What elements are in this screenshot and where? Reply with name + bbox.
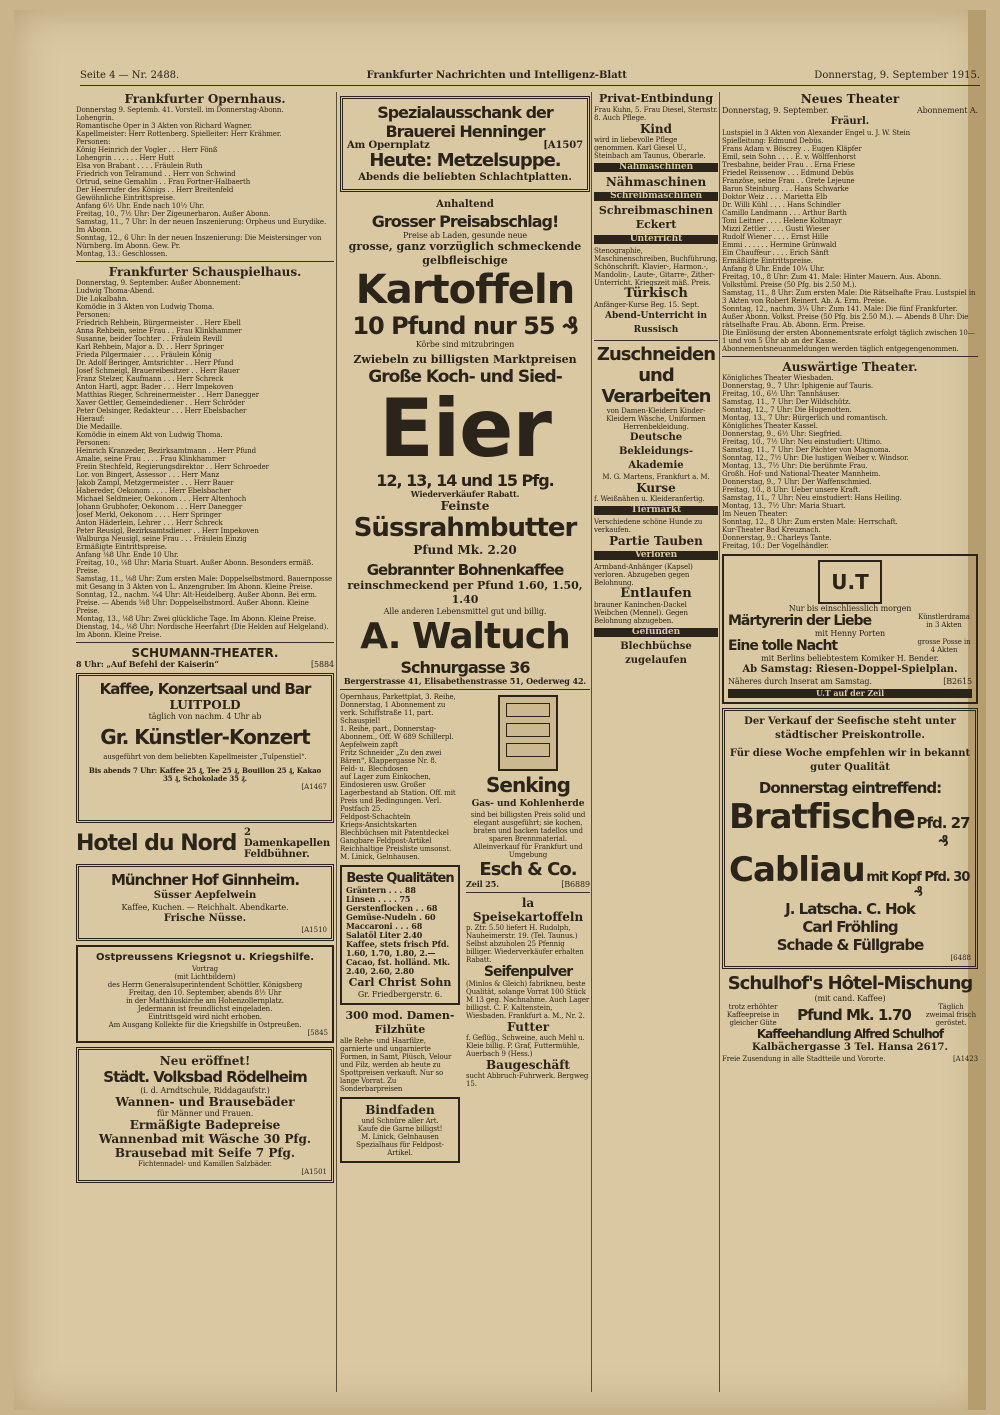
stove-address (466, 880, 590, 889)
hotel-footer (722, 1055, 978, 1063)
zusch-heading: Zuschneiden und Verarbeiten (596, 344, 716, 407)
henn-today: Heute: Metzelsuppe. (369, 150, 561, 171)
walt-line10: Feinste (440, 499, 490, 513)
walt-line14: Alle anderen Lebensmittel gut und billig. (383, 607, 547, 616)
column-rule (336, 92, 337, 1392)
fish-item2 (729, 850, 971, 900)
turk-body: Anfänger-Kurse Beg. 15. Sept. (594, 301, 700, 309)
walt-line2: Grosser Preisabschlag! (371, 212, 559, 231)
divider (76, 261, 334, 262)
ref-number: [B6889 (561, 880, 590, 889)
henn-evening: Abends die beliebten Schlachtplatten. (358, 172, 572, 183)
walt-line4: grosse, ganz vorzüglich schmeckende gelbfleischige (348, 240, 582, 267)
column-classifieds (594, 92, 718, 1392)
ad-seefische (722, 708, 978, 969)
header-center: Frankfurter Nachrichten und Intelligenz-Blatt (366, 70, 627, 81)
fish-seller3: Schade & Füllgrabe (776, 936, 924, 954)
gef-banner: Gefunden (594, 628, 718, 637)
hotel-price: Pfund Mk. 1.70 (797, 1006, 911, 1024)
henn-heading: Spezialausschank der Brauerei Henninger (377, 103, 553, 141)
qual-address: Gr. Friedbergerstr. 6. (357, 990, 443, 999)
gin-line1: Süsser Aepfelwein (153, 890, 257, 901)
walt-line15: Schnurgasse 36 (400, 658, 530, 677)
column-theatre (76, 92, 334, 1392)
ref-number: [A1501 (301, 1168, 327, 1176)
bau-heading: Baugeschäft (486, 1058, 570, 1072)
nord-text: 2 Damenkapellen Feldbühner. (244, 827, 331, 860)
column-rule (719, 92, 720, 1392)
unt-body: Stenographie, Maschinenschreiben, Buchführung, Schönschrift. Klavier-, Harmon.-, Mandolin-, Laute-, Gitarre-, Zither-Unterricht. Kriegszeit mäß. Preis. (594, 247, 718, 287)
filz-heading: 300 mod. Damen-Filzhüte (345, 1009, 455, 1036)
ad-qualitaeten (340, 865, 460, 1005)
hotel-name: Schulhof's Hôtel-Mischung (727, 973, 973, 994)
ut-line5: Ab Samstag: Riesen-Doppel-Spielplan. (742, 664, 958, 675)
ost-heading: Ostpreussens Kriegsnot u. Kriegshilfe. (95, 952, 315, 963)
luitpold-time: täglich von nachm. 4 Uhr ab (148, 712, 262, 721)
ut-line1: Nur bis einschliesslich morgen (788, 604, 912, 613)
seif-body: (Minlos & Gleich) fabrikneu, beste Qualität, solange Vorrat 100 Stück M 13 geg. Nachnahme. Auch Lager billigst. C. F. Kaltenstein, Wiesbaden. Frankfurt a. M., Nr. 2. (466, 980, 590, 1020)
futter-heading: Futter (506, 1020, 550, 1034)
ut-genre2: grosse Posse in 4 Akten (917, 638, 971, 654)
gin-name: Münchner Hof Ginnheim. (110, 871, 300, 889)
ref-number: [A1423 (952, 1055, 978, 1063)
ad-bindfaden (340, 1097, 460, 1163)
hotel-price-line (722, 1003, 978, 1027)
walt-line8: 12, 13, 14 und 15 Pfg. (376, 471, 554, 490)
bind-heading: Bindfaden (365, 1103, 435, 1117)
deut-body: M. G. Martens, Frankfurt a. M. (602, 473, 710, 481)
hotel-line1: trotz erhöhter Kaffeepreise in gleicher Güte (726, 1003, 780, 1027)
bad-line1: Wannen- und Brausebäder (115, 1095, 295, 1109)
fish-line2: Für diese Woche empfehlen wir in bekannt guter Qualität (729, 748, 971, 773)
stove-body: sind bei billigsten Preis solid und elegant ausgeführt; sie kochen, braten und backen tadellos und sparen Brennmaterial. Alleinverkauf für Frankfurt und Umgebung (470, 811, 586, 859)
hotel-address: Kalbächergasse 3 Tel. Hansa 2617. (752, 1042, 948, 1053)
divider (594, 340, 718, 341)
gef-body: Blechbüchse zugelaufen (620, 641, 692, 666)
header-left: Seite 4 — Nr. 2488. (80, 70, 180, 81)
opernhaus-program: Donnerstag 9. Septemb. 41. Vorstell. im Donnerstag-Abonn. Lohengrin. Romantische Oper in 3 Akten von Richard Wagner. Kapellmeister: Herr Rottenberg. Spielleiter: Herr Krähmer. Personen: König Heinrich der Vogler . . . Herr Fönß Lohengrin . . . . . . Herr Hutt Elsa von Brabant . . . . Fräulein Ruth Friedrich von Telramund . . Herr von Schwind Ortrud, seine Gemahlin . . Frau Fortner-Halbaerth Der Heerrufer des Königs . . Herr Breitenfeld Gewöhnliche Eintrittspreise. Anfang 6½ Uhr. Ende nach 10½ Uhr. Freitag, 10., 7½ Uhr: Der Zigeunerbaron. Außer Abonn. Samstag, 11., 7 Uhr: In der neuen Inszenierung: Orpheus und Eurydike. Im Abonn. Sonntag, 12., 6 Uhr: In der neuen Inszenierung: Die Meistersinger von Nürnberg. Im Abonn. Gew. Pr. Montag, 13.: Geschlossen. (76, 106, 327, 258)
ver-body: Armband-Anhänger (Kapsel) verloren. Abzugeben gegen Belohnung. (594, 563, 693, 587)
ref-number: [6488 (950, 954, 971, 962)
gin-line3: Frische Nüsse. (163, 913, 247, 924)
column-ads-center (340, 92, 590, 1392)
walt-line12: Gebrannter Bohnenkaffee (366, 561, 564, 579)
ut-line4: mit Berlins beliebtestem Komiker H. Bender. (761, 654, 939, 663)
walt-line11: Pfund Mk. 2.20 (413, 543, 517, 557)
ut-genre: Künstlerdrama in 3 Akten (918, 613, 970, 629)
fish-name2: Cabliau (729, 850, 865, 890)
kurs-body: f. Weißnähen u. Kleideranfertig. (594, 495, 705, 503)
kind-body: wird in liebevolle Pflege genommen. Karl Giesel U., Steinbach am Taunus, Oberarle. (594, 136, 706, 160)
luitpold-name: LUITPOLD (169, 698, 241, 712)
turk-heading: Türkisch (624, 286, 688, 301)
divider (76, 642, 334, 643)
ent-body: Frau Kuhn, 5. Frau Diesel, Sternstr. 8. Auch Pflege. (594, 106, 718, 122)
bad-line2: für Männer und Frauen. (156, 1109, 254, 1118)
luitpold-concert: Gr. Künstler-Konzert (100, 725, 310, 749)
schumann-text: 8 Uhr: „Auf Befehl der Kaiserin“ (76, 659, 219, 669)
ausw-program: Königliches Theater Wiesbaden. Donnerstag, 9., 7 Uhr: Iphigenie auf Tauris. Freitag, 10., 6½ Uhr: Tannhäuser. Samstag, 11., 7 Uhr: Der Wildschütz. Sonntag, 12., 7 Uhr: Die Hugenotten. Montag, 13., 7 Uhr: Bürgerlich und romantisch. Königliches Theater Kassel. Donnerstag, 9., 6½ Uhr: Siegfried. Freitag, 10., 7½ Uhr: Neu einstudiert: Ultimo. Samstag, 11., 7 Uhr: Der Pächter von Magnoma. Sonntag, 12., 7½ Uhr: Die lustigen Weiber v. Windsor. Montag, 13., 7½ Uhr: Die berühmte Frau. Großh. Hof- und National-Theater Mannheim. Donnerstag, 9., 7 Uhr: Der Waffenschmied. Freitag, 10., 8 Uhr: Ueber unsere Kraft. Samstag, 11., 7 Uhr: Neu einstudiert: Hans Heiling. Montag, 13., 7½ Uhr: Maria Stuart. Im Neuen Theater: Sonntag, 12., 8 Uhr: Zum ersten Male: Herrschaft. Kur-Theater Bad Kreuznach. Donnerstag, 9.: Charleys Tante. Freitag, 10.: Der Vogelhändler. (722, 374, 909, 550)
walt-eggs: Eier (379, 382, 551, 475)
ref-number: [A1510 (301, 926, 327, 934)
qual-heading: Beste Qualitäten (346, 871, 454, 886)
ad-muenchner-hof (76, 864, 334, 941)
stove-sub: Gas- und Kohlenherde (471, 799, 585, 809)
ut-note (728, 677, 972, 686)
center-lower-block (340, 693, 590, 1167)
walt-butter: Süssrahmbutter (353, 513, 577, 543)
fish-line1: Der Verkauf der Seefische steht unter städtischer Preiskontrolle. (744, 716, 956, 741)
naeh-banner: Nähmaschinen (594, 163, 718, 172)
ver-banner: Verloren (594, 551, 718, 560)
kart-body: p. Ztr. 5.50 liefert H. Rudolph, Nauheimerstr. 19. (Tel. Taunus.) Selbst abzuholen 25 Pfennig billiger. Wiederverkäufer erhalten Rabatt. (466, 924, 584, 964)
column-rule (591, 92, 592, 1392)
opernhaus-title: Frankfurter Opernhaus. (124, 92, 286, 106)
luitpold-heading: Kaffee, Konzertsaal und Bar (99, 680, 311, 698)
walt-line16: Bergerstrasse 41, Elisabethenstrasse 51, Oederweg 42. (343, 676, 587, 686)
ent2-heading: Entlaufen (620, 586, 692, 601)
kart-heading: la Speisekartoffeln (472, 896, 584, 924)
bad-line6: Fichtennadel- und Kamillen Salzbäder. (138, 1160, 272, 1168)
tier-body: Verschiedene schöne Hunde zu verkaufen. (594, 518, 703, 534)
schauspiel-program: Donnerstag, 9. September. Außer Abonnement: Ludwig Thoma-Abend. Die Lokalbahn. Komödie in 3 Akten von Ludwig Thoma. Personen: Friedrich Rehbein, Bürgermeister . . Herr Ebell Anna Rehbein, seine Frau . . Frau Klinkhammer Susanne, beider Tochter . . Fräulein Revill Karl Rehbein, Major a. D. . . Herr Springer Frieda Pilgermaier . . . . Fräulein König Dr. Adolf Beringer, Amtsrichter . . Herr Pfund Josef Schmeigl, Brauereibesitzer . . Herr Bauer Franz Stelzer, Kaufmann . . . Herr Schreck Anton Hartl, agpr. Bader . . . Herr Impekoven Matthias Rieger, Schreinermeister . . Herr Danegger Xaver Gettler, Gemeindediener . . Herr Schröder Peter Oelsinger, Redakteur . . . Herr Ebelsbacher Hierauf: Die Medaille. Komödie in einem Akt von Ludwig Thoma. Personen: Heinrich Kranzeder, Bezirksamtmann . . Herr Pfund Amalie, seine Frau . . . . Frau Klinkhammer Freiin Stechfeld, Regierungsdirektor . . Herr Schroeder Lor. von Bingert, Assessor . . . Herr Manz Jakob Zampl, Metzgermeister . . . Herr Bauer Habereder, Oekonom . . . . Herr Ebelsbacher Michael Seldmeier, Oekonom . . . Herr Altenhoch Johann Grubhofer, Oekonom . . . Herr Danegger Josef Merkl, Oekonom . . . . Herr Springer Anton Häderlein, Lehrer . . . Herr Schreck Peter Reusigl, Bezirksamtsdiener . . Herr Impekoven Walburga Neusigl, seine Frau . . . Fräulein Einzig Ermäßigte Eintrittspreise. Anfang ⅛8 Uhr. Ende 10 Uhr. Freitag, 10., ⅛8 Uhr: Maria Stuart. Außer Abonn. Besonders ermäß. Preise. Samstag, 11., ⅛8 Uhr: Zum ersten Male: Doppelselbstmord. Bauernposse mit Gesang in 3 Akten von L. Anzengruber. Im Abonn. Kleine Preise. Sonntag, 12., nachm. ¼4 Uhr: Alt-Heidelberg. Außer Abonn. Bei erm. Preise. — Abends ⅛8 Uhr: Doppelselbstmord. Außer Abonn. Kleine Preise. Montag, 13., ⅛8 Uhr: Zwei glückliche Tage. Im Abonn. Kleine Preise. Dienstag, 14., ⅛8 Uhr: Nordische Heerfahrt (Die Helden auf Helgeland). Im Abonn. Kleine Preise. (76, 279, 333, 639)
center-left-subcol (340, 693, 460, 1167)
ref-number: [A1507 (543, 140, 583, 151)
bad-line5: Brausebad mit Seife 7 Pfg. (114, 1146, 296, 1160)
stove-street: Zeil 25. (466, 879, 499, 889)
schr2-heading: Schreibmaschinen Eckert (598, 204, 714, 231)
ut-feature2 (728, 638, 972, 654)
small-ads: Opernhaus, Parkettplat, 3. Reihe, Donnerstag, 1 Abonnement zu verk. Schiffstraße 11, part. Schauspiel! 1. Reihe, part., Donnerstag-Abonnem., Off. W 689 Schillerpl. Aepfelwein zapft Fritz Schneider „Zu den zwei Bären“, Klappergasse Nr. 8. Feld- u. Blechdosen auf Lager zum Einkochen, Eindosieren usw. Großer Lagerbestand ab Station. Off. mit Preis und Bedingungen. Verl. Postfach 25. Feldpost-Schachteln Kriegs-Ansichtskarten Blechbüchsen mit Patentdeckel Gangbare Feldpost-Artikel Reichhaltige Preisliste umsonst. M. Linick, Gelnhausen. (340, 693, 456, 861)
ut-bottom: U.T auf der Zeil (728, 689, 972, 698)
walt-line9: Wiederverkäufer Rabatt. (410, 489, 520, 499)
kurs-heading: Kurse (636, 481, 676, 495)
newspaper-page (14, 10, 986, 1410)
luitpold-prices: Bis abends 7 Uhr: Kaffee 25 ₰, Tee 25 ₰, Bouillon 25 ₰, Kakao 35 ₰, Schokolade 35 ₰. (88, 766, 322, 783)
ut-title2: Eine tolle Nacht (728, 638, 838, 654)
henn-place: Am Opernplatz (347, 140, 430, 151)
hotel-firm: Kaffeehandlung Alfred Schulhof (756, 1027, 944, 1041)
fish-line3: Donnerstag eintreffend: (758, 779, 942, 797)
ad-ut-cinema (722, 554, 978, 704)
unt-banner: Unterricht (594, 235, 718, 244)
walt-line5: Körbe sind mitzubringen (415, 340, 515, 349)
walt-line1: Anhaltend (436, 199, 494, 210)
fish-price1: Pfd. 27 ₰ (916, 814, 970, 850)
fish-price2: mit Kopf Pfd. 30 ₰ (866, 870, 970, 900)
tier-banner: Tiermarkt (594, 506, 718, 515)
neu-title: Neues Theater (800, 92, 900, 106)
header-right: Donnerstag, 9. September 1915. (814, 70, 980, 81)
bad-heading: Städt. Volksbad Rödelheim (103, 1068, 307, 1086)
hotel-line2: Täglich zweimal frisch geröstet. (925, 1003, 977, 1027)
neu-abonnement: Abonnement A. (916, 106, 978, 115)
ent2-body: brauner Kaninchen-Dackel Weibchen (Mennel). Gegen Belohnung abzugeben. (594, 601, 688, 625)
center-right-subcol (466, 693, 590, 1088)
walt-line7: Große Koch- und Sied- (368, 367, 562, 387)
schauspiel-title: Frankfurter Schauspielhaus. (108, 265, 302, 279)
ad-schulhof (722, 973, 978, 1063)
divider (340, 689, 590, 690)
fish-item1 (729, 797, 971, 850)
ut-feature (728, 613, 972, 629)
bind-body: und Schnüre aller Art. Kaufe die Garne billigst! M. Linick, Gelnhausen Spezialhaus für Feldpost-Artikel. (356, 1117, 444, 1157)
bad-sub: (i. d. Arndtschule, Riddagaufstr.) (140, 1086, 270, 1095)
ref-number: [5845 (307, 1029, 328, 1037)
walt-line6: Zwiebeln zu billigsten Marktpreisen (353, 353, 577, 366)
hotel-sub: (mit cand. Kaffee) (814, 994, 886, 1003)
ad-volksbad (76, 1047, 334, 1183)
par-heading: Partie Tauben (609, 534, 703, 548)
naeh2-heading: Nähmaschinen (605, 175, 707, 189)
ref-number: [B2615 (943, 677, 972, 686)
bau-body: sucht Abbruch-Fuhrwerk. Bergweg 15. (466, 1072, 589, 1088)
fish-seller2: Carl Fröhling (802, 918, 898, 936)
ad-waltuch (340, 198, 590, 686)
ausw-title: Auswärtige Theater. (782, 360, 918, 374)
divider (466, 892, 590, 893)
column-theatre-right (722, 92, 978, 1392)
futter-body: f. Geflüg., Schweine, auch Mehl u. Kleie billig. P. Graf, Futtermühle, Auerbach 9 (Hess.) (466, 1034, 585, 1058)
neu-date: Donnerstag, 9. September. (722, 106, 829, 115)
fish-name1: Bratfische (729, 797, 915, 837)
schr-banner: Schreibmaschinen (594, 192, 718, 201)
ad-ostpreussen (76, 945, 334, 1043)
walt-potatoes: Kartoffeln (355, 267, 575, 313)
walt-line3: Preise ab Laden, gesunde neue (402, 231, 528, 240)
neu-date-line (722, 106, 978, 115)
stove-title: Senking (486, 773, 570, 797)
schumann-line (76, 660, 334, 669)
qual-name: Carl Christ Sohn (348, 976, 452, 989)
deut-heading: Deutsche Bekleidungs-Akademie (618, 432, 693, 471)
stove-illustration (498, 695, 558, 771)
neu-play: Fräurl. (830, 116, 870, 127)
qual-list: Gräntern . . . 88 Linsen . . . . 75 Gerstenflocken . . 68 Gemüse-Nudeln . 60 Maccaroni . . . 68 Salatöl Liter 2.40 Kaffee, stets frisch Pfd. 1.60, 1.70, 1.80, 2.— Cacao, fst. holländ. Mk. 2.40, 2.60, 2.80 (346, 885, 450, 976)
divider (722, 356, 978, 357)
neu-program: Lustspiel in 3 Akten von Alexander Engel u. J. W. Stein Spielleitung: Edmund Debüs. Frans Adam v. Böscrey . . Eugen Kläpfer Emil, sein Sohn . . . . E. v. Wölffenhorst Tresbahne, beider Frau . . Erna Friese Friedel Reissenow . . . Edmund Debüs Französe, seine Frau . . Grete Lejeune Baron Steinburg . . . Hans Schwarke Doktor Weiz . . . . Marietta Elb Dr. Willi Kühl . . . . Hans Schindler Camillo Landmann . . . Arthur Barth Toni Leitner . . . . Helene Koltmayr Mizzi Zettler . . . . Gusti Wieser Rudolf Wiener . . . . Ernst Hille Emmi . . . . . . Hermine Grünwald Ein Chauffeur . . . . Erich Sänft Ermäßigte Eintrittspreise. Anfang 8 Uhr. Ende 10¼ Uhr. Freitag, 10., 8 Uhr: Zum 41. Male: Hinter Mauern. Aus. Abonn. Volkstüml. Preise (50 Pfg. bis 2.50 M.). Samstag, 11., 8 Uhr: Zum ersten Male: Die Rätselhafte Frau. Lustspiel in 3 Akten von Robert Reinert. Ab. A. Erm. Preise. Sonntag, 12., nachm. 3¼ Uhr: Zum 141. Male: Die fünf Frankfurter. Außer Abonn. Volkst. Preise (50 Pfg. bis 2.50 M.). — Abends 8 Uhr: Die rätselhafte Frau. Ab. Abonn. Erm. Preise. Die Einlösung der ersten Abonnementsrate erfolgt täglich zwischen 10—1 und von 5 Uhr ab an der Kasse. Abonnementsneuanmeldungen werden täglich entgegengenommen. (722, 129, 976, 353)
ad-henninger (340, 96, 590, 192)
gin-line2: Kaffee, Kuchen. — Reichhalt. Abendkarte. (121, 903, 289, 912)
ref-number: [5884 (311, 660, 334, 669)
luitpold-band: ausgeführt von dem beliebten Kapellmeister „Tulpenstiel“. (103, 753, 307, 761)
ad-hotel-du-nord (76, 827, 334, 860)
hotel-line3: Freie Zusendung in alle Stadtteile und Vororte. (722, 1055, 886, 1063)
bad-top: Neu eröffnet! (159, 1054, 251, 1068)
fish-seller1: J. Latscha. C. Hok (785, 900, 915, 918)
schumann-title: SCHUMANN-THEATER. (131, 646, 279, 660)
bad-line4: Wannenbad mit Wäsche 30 Pfg. (98, 1132, 312, 1146)
ut-line6: Näheres durch Inserat am Samstag. (728, 677, 872, 686)
ut-logo: U.T (818, 560, 882, 604)
nord-name: Hotel du Nord (76, 831, 237, 856)
abend-heading: Abend-Unterricht in Russisch (604, 311, 708, 335)
ad-luitpold (76, 673, 334, 823)
walt-line13: reinschmeckend per Pfund 1.60, 1.50, 1.40 (347, 579, 583, 606)
henn-location (347, 141, 583, 150)
walt-name: A. Waltuch (360, 616, 570, 657)
kind-heading: Kind (639, 122, 673, 136)
zusch-body: von Damen-Kleidern Kinder-Kleidern Wäsche, Uniformen Herrenbekleidung. (606, 407, 706, 431)
page-header (80, 70, 980, 86)
ut-line2: mit Henny Porten (814, 629, 886, 638)
ref-number: [A1467 (301, 783, 327, 791)
walt-price: 10 Pfund nur 55 ₰ (352, 312, 578, 340)
ut-title: Märtyrerin der Liebe (728, 613, 872, 629)
ad-senking (466, 695, 590, 889)
bad-line3: Ermäßigte Badepreise (129, 1118, 281, 1132)
stove-firm: Esch & Co. (479, 859, 577, 880)
ost-body: Vortrag (mit Lichtbildern) des Herrn Generalsuperintendent Schöttler, Königsberg Freitag, den 10. September, abends 8½ Uhr in der Matthäuskirche am Hohenzollernplatz. Jedermann ist freundlichst eingeladen. Eintrittsgeld wird nicht erhoben. Am Ausgang Kollekte für die Kriegshilfe in Ostpreußen. (107, 965, 303, 1029)
filz-body: alle Rehe- und Haarfilze, garnierte und ungarnierte Formen, in Samt, Plüsch, Velour und Filz, werden ab heute zu Spottpreisen verkauft. Nur so lange Vorrat. Zu Sonderbarpreisen (340, 1037, 452, 1093)
ent-heading: Privat-Entbindung (598, 92, 714, 105)
seif-heading: Seifenpulver (483, 964, 573, 980)
